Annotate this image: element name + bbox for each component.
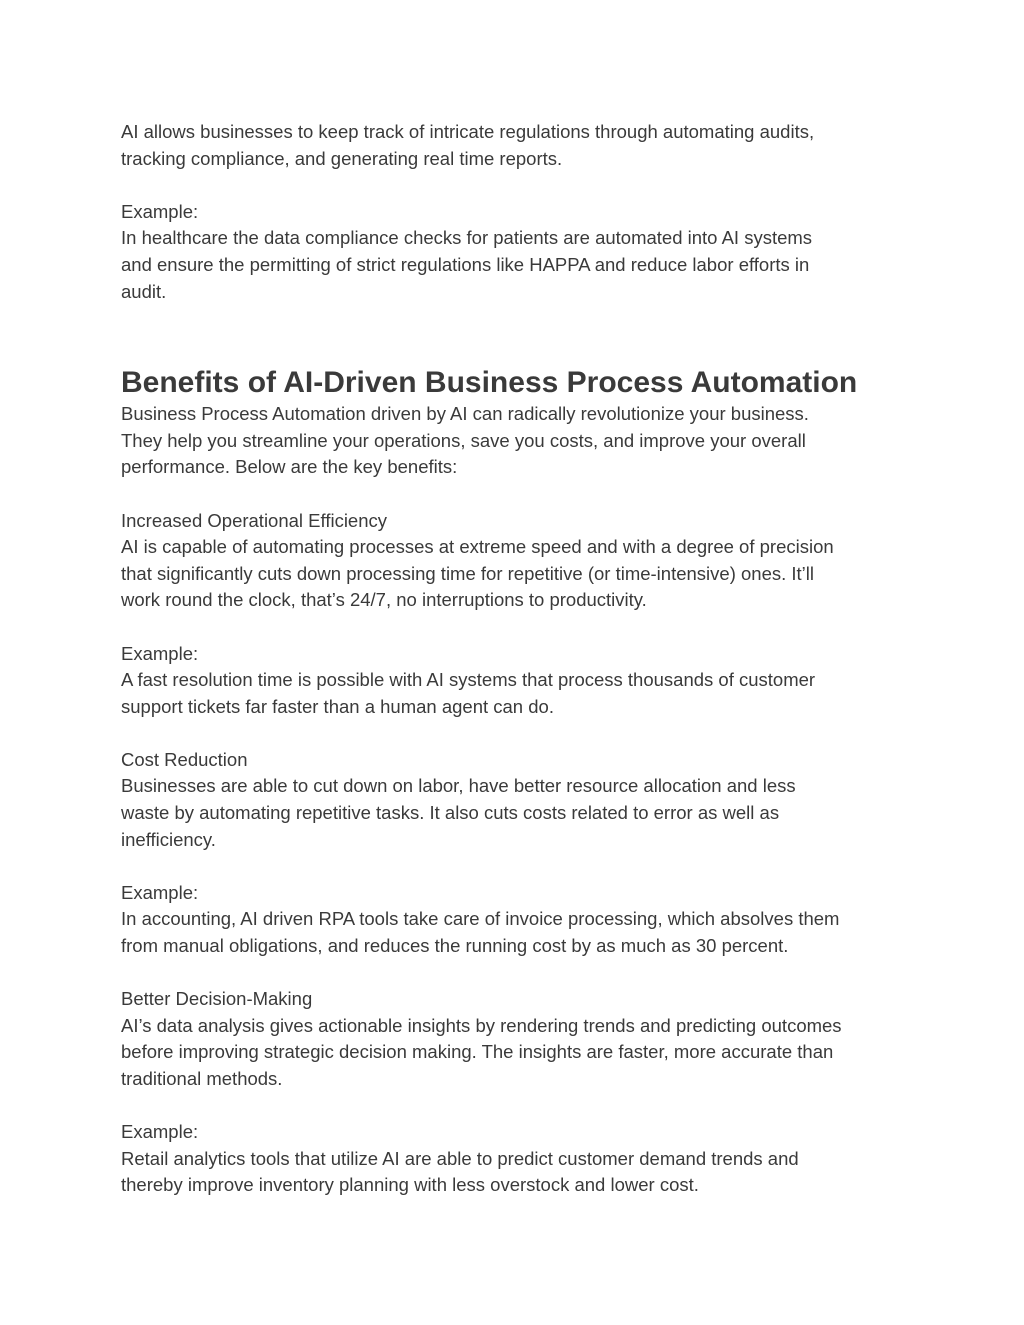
benefit-title: Increased Operational Efficiency [121, 509, 388, 531]
intro-example-text: In healthcare the data compliance checks for patients are automated into AI systems and ensure the permitting of strict regulations like HAPPA and reduce labor efforts in audit. [121, 227, 813, 302]
benefit-title: Better Decision-Making [121, 988, 313, 1010]
section-intro: Business Process Automation driven by AI can radically revolutionize your business. They help you streamline your operations, save you costs, and improve your overall performance. Below are the key benefits: [121, 403, 809, 478]
document-page [121, 119, 911, 1199]
benefit-decision-making [121, 986, 911, 1199]
spacer [121, 172, 911, 199]
spacer [121, 305, 911, 365]
benefit-example-text: Retail analytics tools that utilize AI are able to predict customer demand trends and thereby improve inventory planning with less overstock and lower cost. [121, 1147, 799, 1196]
benefit-cost-reduction [121, 747, 911, 960]
benefit-body: Businesses are able to cut down on labor, have better resource allocation and less waste by automating repetitive tasks. It also cuts costs related to error as well as inefficiency. [121, 775, 796, 850]
spacer [121, 614, 911, 641]
benefit-example-label: Example: [121, 881, 199, 903]
spacer [121, 720, 911, 747]
section-heading: Benefits of AI-Driven Business Process Automation [121, 366, 858, 400]
benefit-example-text: In accounting, AI driven RPA tools take care of invoice processing, which absolves them from manual obligations, and reduces the running cost by as much as 30 percent. [121, 908, 840, 957]
intro-paragraph: AI allows businesses to keep track of intricate regulations through automating audits, tracking compliance, and generating real time reports. [121, 121, 815, 169]
benefit-example-text: A fast resolution time is possible with AI systems that process thousands of customer support tickets far faster than a human agent can do. [121, 669, 816, 717]
benefit-body: AI’s data analysis gives actionable insights by rendering trends and predicting outcomes before improving strategic decision making. The insights are faster, more accurate than traditional methods. [121, 1014, 842, 1089]
spacer [121, 960, 911, 987]
benefit-example-label: Example: [121, 642, 199, 664]
benefit-title: Cost Reduction [121, 748, 248, 770]
spacer [121, 853, 911, 880]
benefit-efficiency [121, 508, 911, 721]
benefit-example-label: Example: [121, 1121, 199, 1143]
intro-example-label: Example: [121, 200, 199, 222]
spacer [121, 1093, 911, 1120]
benefit-body: AI is capable of automating processes at extreme speed and with a degree of precision that significantly cuts down processing time for repetitive (or time-intensive) ones. It’ll work round the clock, that’s 24/7, no interruptions to productivity. [121, 536, 834, 611]
spacer [121, 481, 911, 508]
